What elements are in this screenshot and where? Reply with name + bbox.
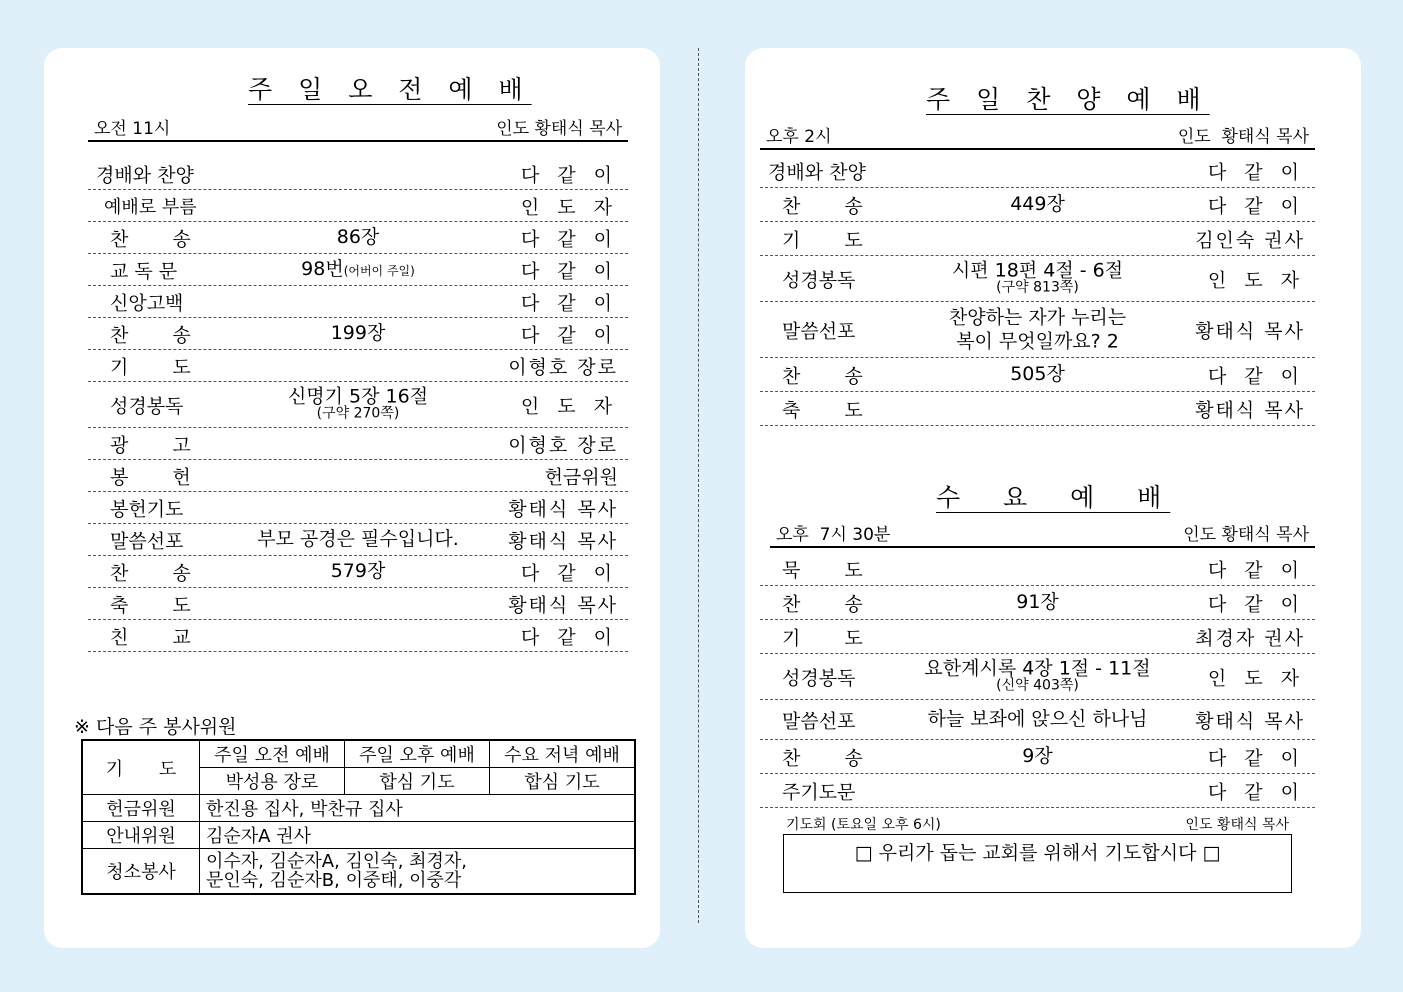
- list-item: [88, 158, 628, 190]
- item-detail: [301, 257, 415, 280]
- morning-leader: 인도 황태식 목사: [496, 119, 622, 139]
- item-name: 찬 송: [782, 195, 863, 217]
- item-by: 다 같 이: [520, 228, 618, 250]
- list-item: [88, 222, 628, 254]
- item-name: 말씀선포: [782, 710, 856, 732]
- wednesday-title: 수 요 예 배: [936, 483, 1171, 512]
- afternoon-title: 주 일 찬 양 예 배: [926, 85, 1210, 114]
- item-detail: [949, 305, 1126, 354]
- prayer-meeting-leader: 인도 황태식 목사: [1185, 817, 1289, 833]
- prayer-sunday-afternoon: 합심 기도: [344, 768, 489, 795]
- prayer-meeting-line: [786, 814, 1289, 834]
- list-item: [88, 524, 628, 556]
- list-item: [88, 350, 628, 382]
- item-detail: [924, 659, 1150, 694]
- item-name: 친 교: [110, 626, 191, 648]
- page-divider: [698, 48, 699, 923]
- afternoon-subheader: [760, 126, 1315, 150]
- item-name: 신앙고백: [110, 292, 184, 314]
- volunteers-heading: ※ 다음 주 봉사위원: [74, 716, 237, 738]
- item-by: 인 도 자: [520, 196, 618, 218]
- item-by: 다 같 이: [1207, 559, 1305, 581]
- item-name: 찬 송: [110, 562, 191, 584]
- item-by: 다 같 이: [1207, 161, 1305, 183]
- item-detail: [288, 387, 428, 422]
- item-detail: 505장: [1010, 362, 1065, 385]
- list-item: [88, 254, 628, 286]
- item-detail-main: 찬양하는 자가 누리는: [948, 305, 1127, 328]
- item-detail-main: 98번: [301, 257, 344, 280]
- item-by: 다 같 이: [520, 260, 618, 282]
- header-sunday-morning: 주일 오전 예배: [200, 740, 345, 768]
- list-item: [760, 740, 1315, 774]
- item-detail-sub: (구약 813쪽): [996, 280, 1079, 297]
- wednesday-order: [760, 552, 1315, 808]
- list-item: [760, 358, 1315, 392]
- item-name: 기 도: [782, 229, 863, 251]
- item-detail: 579장: [330, 559, 386, 582]
- item-name: 예배로 부름: [104, 196, 197, 218]
- item-by: 다 같 이: [520, 292, 618, 314]
- item-detail: 91장: [1016, 590, 1059, 613]
- list-item: [88, 588, 628, 620]
- item-name: 기 도: [110, 356, 191, 378]
- prayer-message: □ 우리가 돕는 교회를 위해서 기도합시다 □: [854, 842, 1221, 864]
- list-item: [88, 190, 628, 222]
- list-item: [760, 154, 1315, 188]
- item-by: 다 같 이: [1207, 365, 1305, 387]
- item-by: 다 같 이: [1207, 747, 1305, 769]
- item-name: 경배와 찬양: [96, 164, 194, 186]
- item-by: 다 같 이: [1207, 593, 1305, 615]
- usher-value: 김순자A 권사: [200, 822, 636, 849]
- item-by: 다 같 이: [520, 562, 618, 584]
- item-name: 찬 송: [782, 593, 863, 615]
- header-sunday-afternoon: 주일 오후 예배: [344, 740, 489, 768]
- prayer-message-box: [783, 834, 1292, 893]
- morning-subheader: [88, 118, 628, 142]
- item-by: 황태식 목사: [1195, 710, 1305, 732]
- item-name: 성경봉독: [782, 269, 856, 291]
- item-name: 교 독 문: [110, 260, 178, 282]
- item-name: 기 도: [782, 627, 863, 649]
- item-by: 인 도 자: [520, 395, 618, 417]
- item-detail: [952, 261, 1123, 296]
- item-name: 주기도문: [782, 781, 856, 803]
- item-detail: 449장: [1010, 192, 1065, 215]
- prayer-meeting-label: 기도회 (토요일 오후 6시): [786, 817, 941, 833]
- wednesday-time: 오후 7시 30분: [776, 525, 891, 545]
- item-by: 이형호 장로: [508, 356, 618, 378]
- item-by: 황태식 목사: [1195, 399, 1305, 421]
- item-name: 말씀선포: [110, 530, 184, 552]
- item-detail-main: 신명기 5장 16절: [287, 385, 429, 408]
- item-name: 경배와 찬양: [768, 161, 866, 183]
- item-by: 인 도 자: [1207, 269, 1305, 291]
- item-detail: 부모 공경은 필수입니다.: [257, 527, 459, 550]
- prayer-wednesday-evening: 합심 기도: [489, 768, 635, 795]
- list-item: [88, 382, 628, 428]
- list-item: [88, 318, 628, 350]
- item-by: 다 같 이: [520, 164, 618, 186]
- item-name: 찬 송: [782, 365, 863, 387]
- item-name: 찬 송: [782, 747, 863, 769]
- item-detail-sub: 복이 무엇일까요? 2: [956, 330, 1119, 353]
- item-name: 성경봉독: [782, 667, 856, 689]
- list-item: [760, 188, 1315, 222]
- item-by: 다 같 이: [1207, 195, 1305, 217]
- prayer-label: 기 도: [82, 740, 200, 795]
- item-by: 황태식 목사: [508, 498, 618, 520]
- item-name: 축 도: [110, 594, 191, 616]
- item-detail-sub: (구약 270쪽): [316, 406, 400, 423]
- item-name: 찬 송: [110, 324, 191, 346]
- item-by: 김인숙 권사: [1195, 229, 1305, 251]
- item-by: 황태식 목사: [508, 530, 618, 552]
- header-wednesday-evening: 수요 저녁 예배: [489, 740, 635, 768]
- item-detail-note: (어버이 주일): [343, 263, 415, 278]
- list-item: [88, 620, 628, 652]
- item-name: 축 도: [782, 399, 863, 421]
- item-detail: 하늘 보좌에 앉으신 하나님: [927, 707, 1148, 730]
- item-by: 황태식 목사: [1195, 320, 1305, 342]
- list-item: [88, 556, 628, 588]
- offering-label: 헌금위원: [82, 795, 200, 822]
- item-by: 인 도 자: [1207, 667, 1305, 689]
- list-item: [760, 654, 1315, 700]
- item-detail: 199장: [330, 321, 386, 344]
- list-item: [760, 700, 1315, 740]
- prayer-sunday-morning: 박성용 장로: [200, 768, 345, 795]
- list-item: [760, 392, 1315, 426]
- list-item: [760, 552, 1315, 586]
- list-item: [760, 256, 1315, 302]
- item-name: 찬 송: [110, 228, 191, 250]
- item-by: 다 같 이: [1207, 781, 1305, 803]
- item-detail-sub: (신약 403쪽): [996, 678, 1079, 695]
- morning-order: [88, 158, 628, 652]
- wednesday-subheader: [770, 524, 1315, 548]
- item-by: 황태식 목사: [508, 594, 618, 616]
- item-by: 헌금위원: [544, 466, 618, 488]
- list-item: [760, 586, 1315, 620]
- list-item: [760, 620, 1315, 654]
- item-name: 봉헌기도: [110, 498, 184, 520]
- wednesday-leader: 인도 황태식 목사: [1183, 525, 1309, 545]
- list-item: [88, 492, 628, 524]
- offering-value: 한진용 집사, 박찬규 집사: [200, 795, 636, 822]
- morning-time: 오전 11시: [94, 119, 171, 139]
- usher-label: 안내위원: [82, 822, 200, 849]
- item-detail: 9장: [1022, 744, 1053, 767]
- afternoon-leader: 인도 황태식 목사: [1177, 127, 1309, 147]
- list-item: [760, 302, 1315, 358]
- item-name: 묵 도: [782, 559, 863, 581]
- item-by: 이형호 장로: [508, 434, 618, 456]
- afternoon-order: [760, 154, 1315, 426]
- item-name: 광 고: [110, 434, 191, 456]
- cleaning-label: 청소봉사: [82, 849, 200, 895]
- cleaning-line-2: 문인숙, 김순자B, 이중태, 이중각: [206, 870, 462, 891]
- list-item: [88, 460, 628, 492]
- list-item: [88, 428, 628, 460]
- list-item: [760, 222, 1315, 256]
- cleaning-line-1: 이수자, 김순자A, 김인숙, 최경자,: [206, 851, 468, 872]
- cleaning-value: [200, 849, 636, 895]
- volunteers-table: [81, 739, 636, 895]
- item-name: 성경봉독: [110, 395, 184, 417]
- item-name: 말씀선포: [782, 320, 856, 342]
- list-item: [760, 774, 1315, 808]
- morning-title: 주 일 오 전 예 배: [248, 75, 532, 104]
- afternoon-time: 오후 2시: [766, 127, 832, 147]
- item-detail: 86장: [336, 225, 380, 248]
- item-name: 봉 헌: [110, 466, 191, 488]
- item-by: 최경자 권사: [1195, 627, 1305, 649]
- list-item: [88, 286, 628, 318]
- item-by: 다 같 이: [520, 626, 618, 648]
- item-by: 다 같 이: [520, 324, 618, 346]
- item-detail-main: 요한계시록 4장 1절 - 11절: [924, 657, 1151, 680]
- item-detail-main: 시편 18편 4절 - 6절: [951, 259, 1124, 282]
